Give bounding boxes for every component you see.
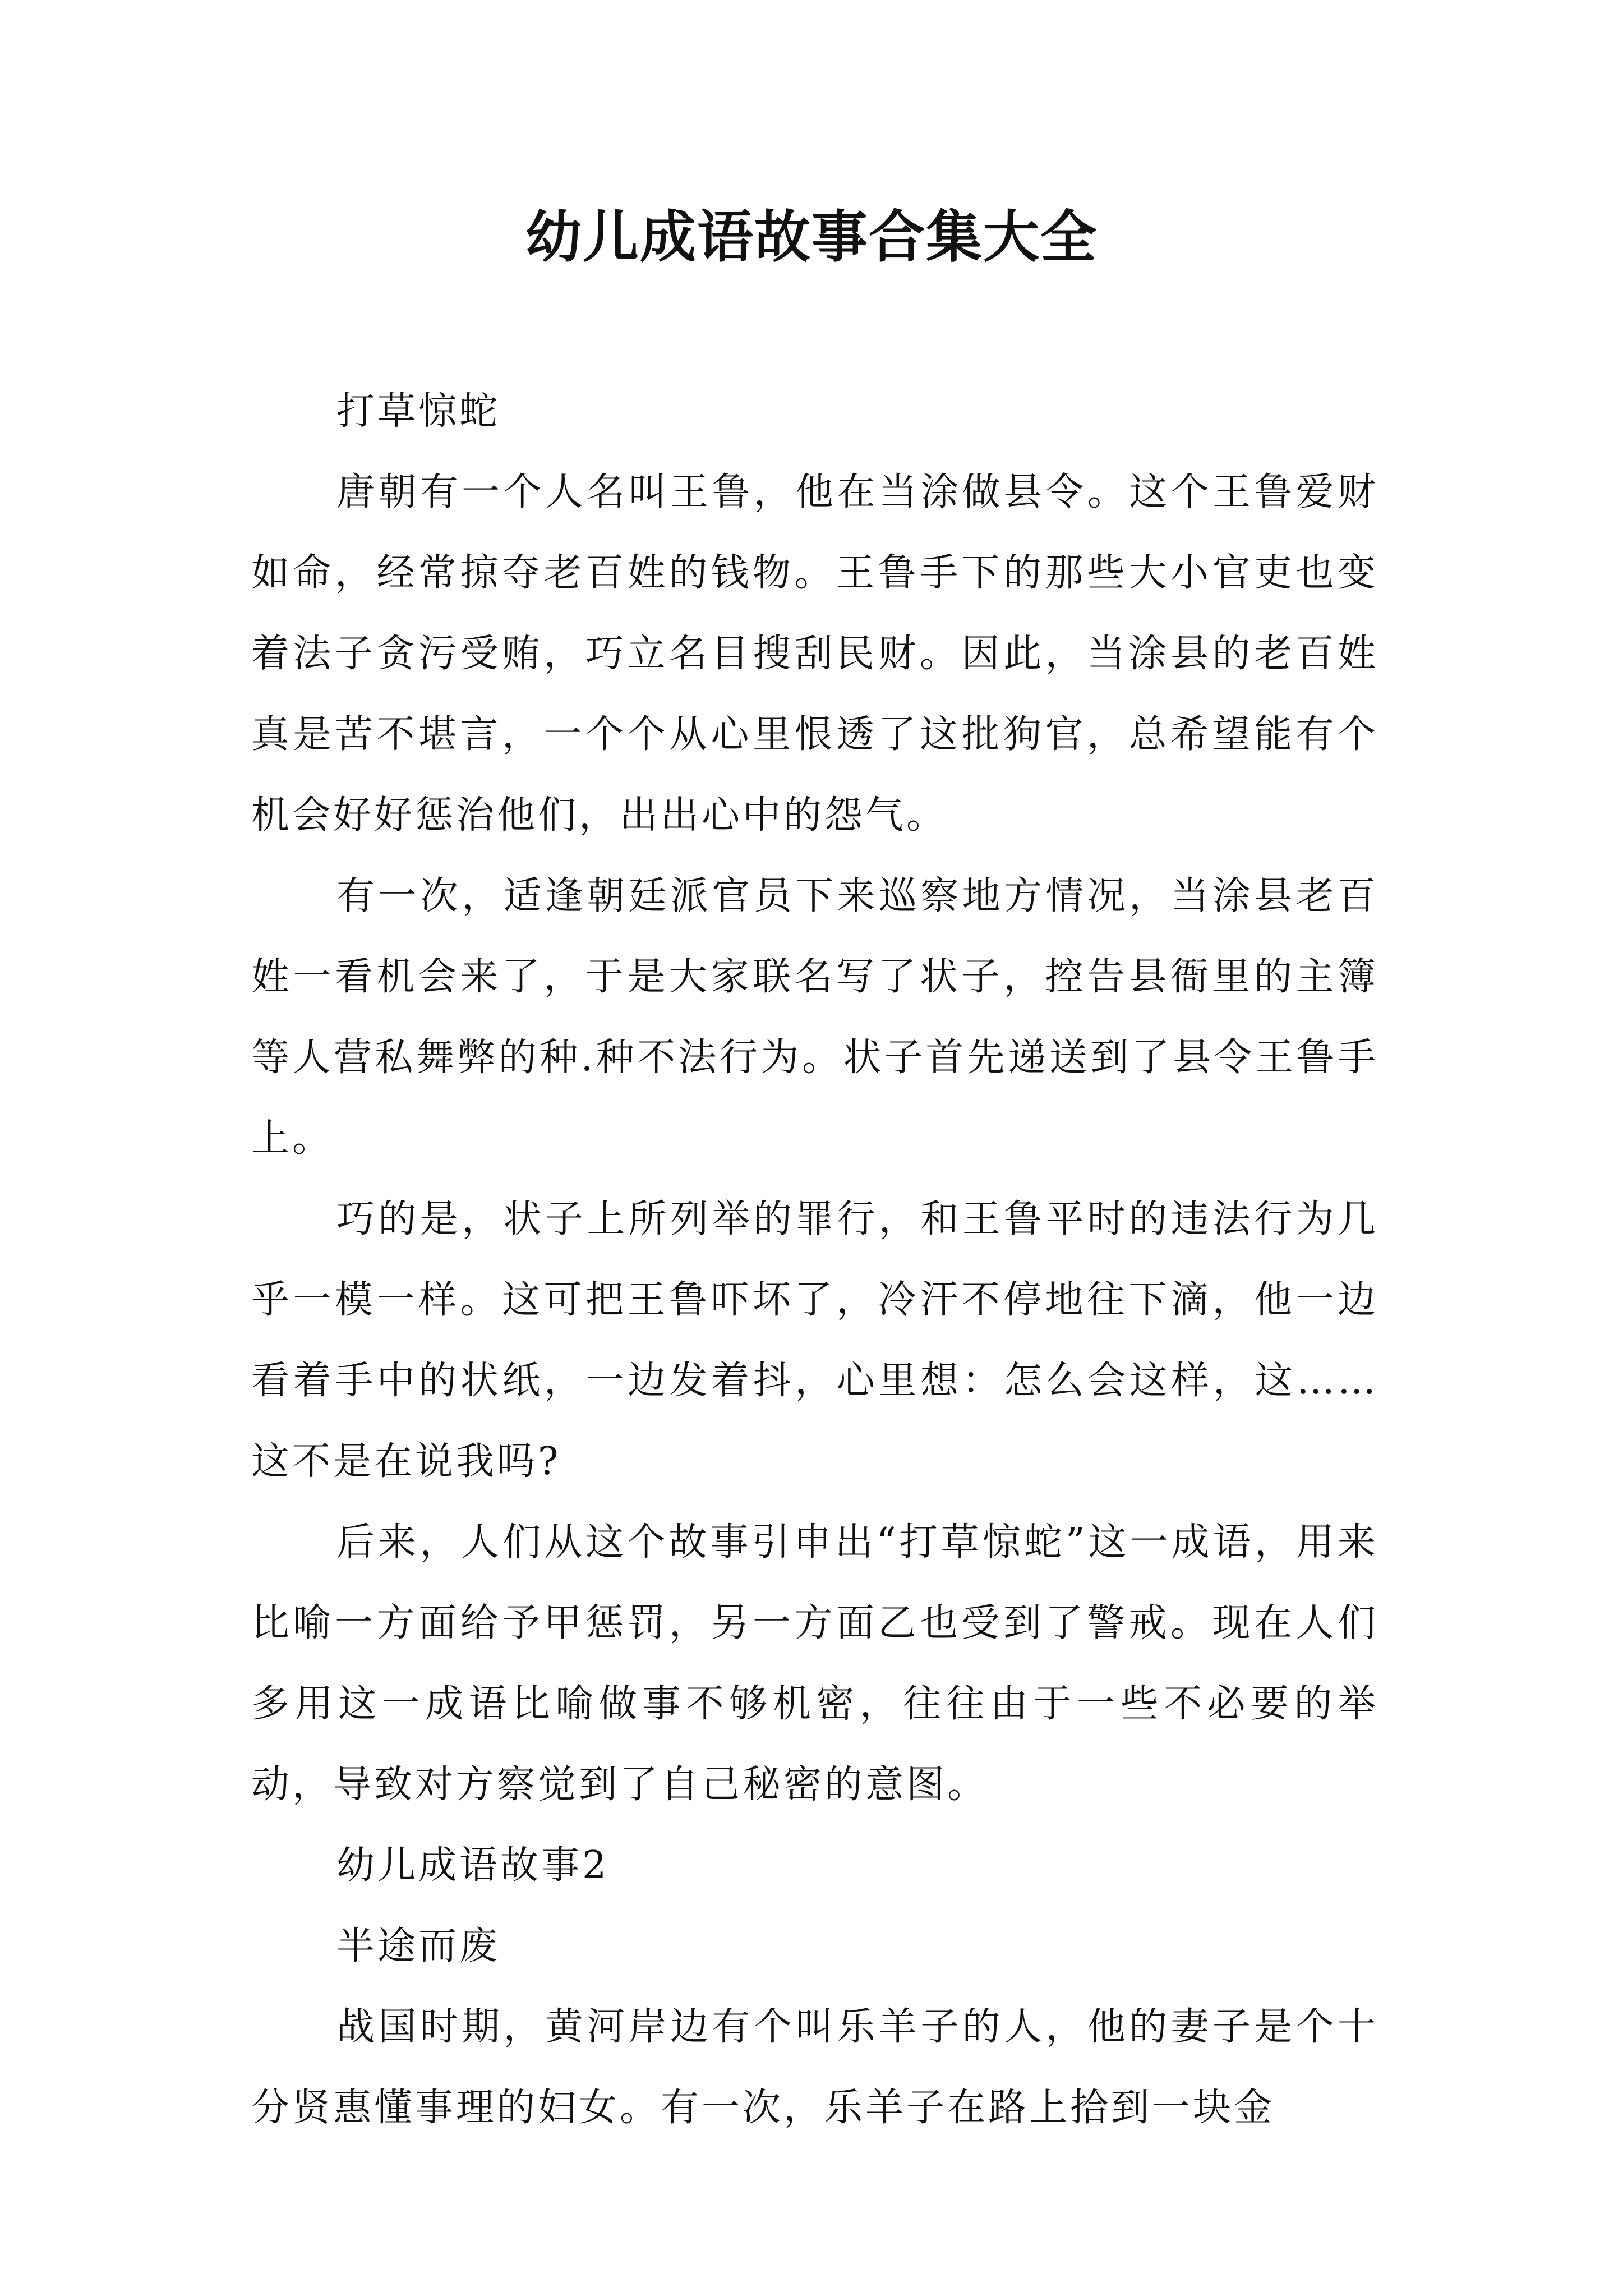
section-heading: 幼儿成语故事2 [336,1843,610,1888]
paragraph: 后来，人们从这个故事引申出“打草惊蛇”这一成语，用来比喻一方面给予甲惩罚，另一方面乙也受到了警戒。现在人们多用这一成语比喻做事不够机密，往往由于一些不必要的举动，导致对方察觉到了自己秘密的意图。 [251,1520,1378,1807]
document-title: 幼儿成语故事合集大全 [525,204,1098,270]
paragraph: 巧的是，状子上所列举的罪行，和王鲁平时的违法行为几乎一模一样。这可把王鲁吓坏了，冷汗不停地往下滴，他一边看着手中的状纸，一边发着抖，心里想：怎么会这样，这……这不是在说我吗? [251,1197,1378,1484]
paragraph: 战国时期，黄河岸边有个叫乐羊子的人，他的妻子是个十分贤惠懂事理的妇女。有一次，乐羊子在路上拾到一块金 [251,2005,1378,2130]
paragraph: 有一次，适逢朝廷派官员下来巡察地方情况，当涂县老百姓一看机会来了，于是大家联名写了状子，控告县衙里的主簿等人营私舞弊的种.种不法行为。状子首先递送到了县令王鲁手上。 [251,874,1378,1161]
paragraph: 唐朝有一个人名叫王鲁，他在当涂做县令。这个王鲁爱财如命，经常掠夺老百姓的钱物。王鲁手下的那些大小官吏也变着法子贪污受贿，巧立名目搜刮民财。因此，当涂县的老百姓真是苦不堪言，一个个从心里恨透了这批狗官，总希望能有个机会好好惩治他们，出出心中的怨气。 [251,470,1378,838]
story-heading: 半途而废 [336,1924,501,1968]
document-body [251,371,1378,2148]
story-heading: 打草惊蛇 [336,389,501,434]
